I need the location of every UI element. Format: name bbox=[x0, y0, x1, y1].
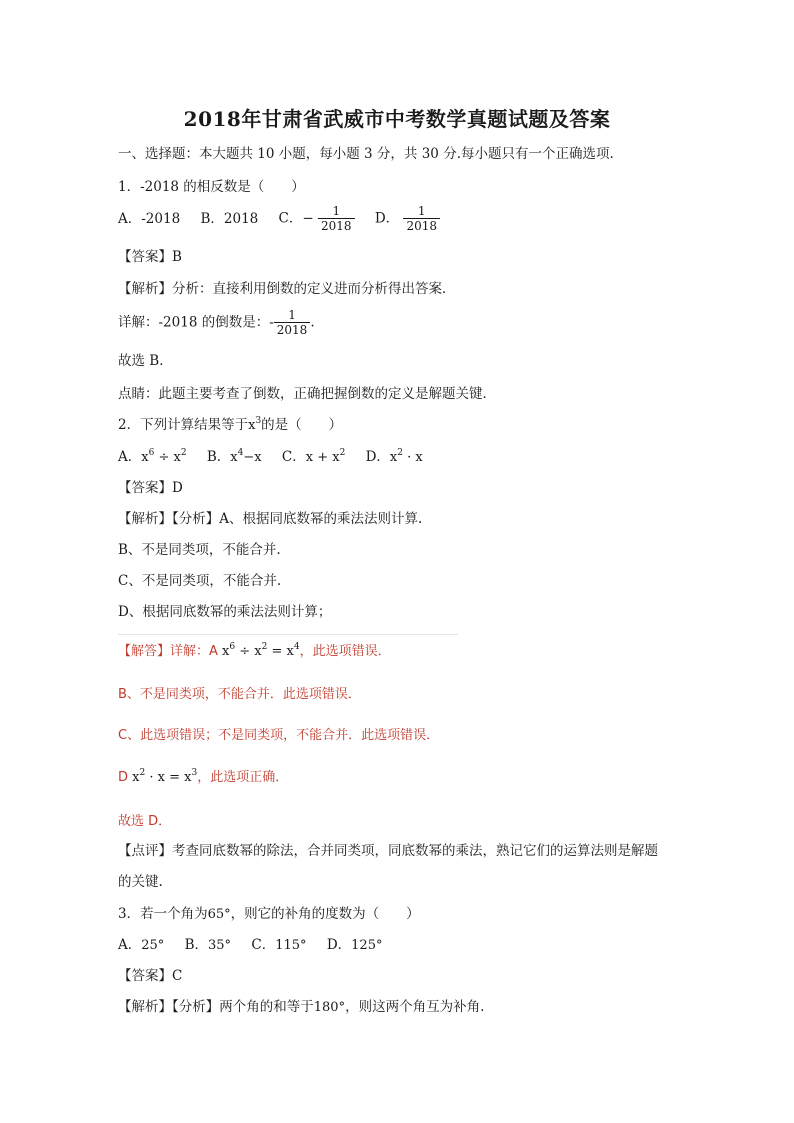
q2-comment-line2: 的关键. bbox=[118, 874, 163, 890]
page-title: 2018年甘肃省武威市中考数学真题试题及答案 bbox=[183, 107, 611, 131]
q2-stem-suffix: 的是（ ） bbox=[261, 417, 343, 433]
q1-option-c-label: C． bbox=[278, 210, 303, 227]
q2-solution-d-text: D bbox=[118, 770, 133, 785]
q2-option-d-math: $x^2 \cdot x$ bbox=[389, 448, 423, 465]
section-heading: 一、选择题：本大题共 10 小题，每小题 3 分，共 30 分.每小题只有一个正确选项. bbox=[118, 146, 614, 162]
q2-stem-text: 2．下列计算结果等于 bbox=[118, 417, 249, 433]
q2-line-d: D、根据同底数幂的乘法法则计算； bbox=[118, 604, 332, 620]
q2-solution-a-suffix: ，此选项错误． bbox=[299, 644, 391, 659]
q1-option-a: A．-2018 bbox=[118, 210, 181, 227]
q1-detail-period: . bbox=[310, 314, 315, 331]
q3-option-c bbox=[251, 936, 306, 955]
q2-option-d-label: D． bbox=[365, 449, 390, 465]
q3-option-d bbox=[327, 936, 383, 955]
q2-option-a-math: $x^6 \div x^2$ bbox=[141, 448, 187, 465]
solution-divider bbox=[118, 634, 458, 635]
q3-option-c-label: C． bbox=[251, 937, 276, 953]
q1-option-c-sign: − bbox=[302, 210, 314, 227]
fraction-denominator: 2018 bbox=[274, 322, 311, 338]
q2-solution-a-math: $x^6 \div x^2 = x^4$ bbox=[222, 642, 300, 659]
q1-option-d-fraction bbox=[403, 204, 440, 234]
fraction-numerator: 1 bbox=[417, 204, 426, 218]
q3-option-b bbox=[185, 936, 231, 955]
q1-option-c bbox=[279, 204, 355, 234]
fraction-numerator: 1 bbox=[332, 204, 341, 218]
q2-line-b: B、不是同类项，不能合并. bbox=[118, 542, 281, 558]
q1-comment: 点睛：此题主要考查了倒数，正确把握倒数的定义是解题关键． bbox=[118, 386, 496, 402]
q3-stem-suffix: ，则它的补角的度数为（ ） bbox=[230, 906, 420, 922]
q1-analysis: 【解析】分析：直接利用倒数的定义进而分析得出答案． bbox=[118, 281, 456, 297]
q2-option-d bbox=[366, 448, 423, 467]
q2-option-a bbox=[118, 448, 187, 467]
q3-stem bbox=[118, 905, 420, 924]
q2-solution-a bbox=[118, 640, 391, 659]
q3-option-c-value: 115° bbox=[275, 938, 307, 953]
q3-analysis-text: 【解析】【分析】两个角的和等于 bbox=[118, 999, 314, 1015]
q2-answer: 【答案】D bbox=[118, 480, 183, 496]
q2-option-c-math: $x + x^2$ bbox=[305, 448, 346, 465]
q3-option-d-label: D． bbox=[326, 937, 352, 953]
q3-analysis-suffix: ，则这两个角互为补角. bbox=[345, 999, 485, 1015]
q3-answer: 【答案】C bbox=[118, 968, 183, 984]
q2-solution-c: C、此选项错误；不是同类项，不能合并．此选项错误． bbox=[118, 728, 440, 743]
q2-comment-line1: 【点评】考查同底数幂的除法，合并同类项，同底数幂的乘法，熟记它们的运算法则是解题 bbox=[118, 843, 658, 859]
q2-option-c-label: C． bbox=[281, 449, 306, 465]
q1-detail-fraction bbox=[274, 308, 311, 338]
q2-option-b-label: B． bbox=[206, 449, 231, 465]
q3-option-a bbox=[118, 936, 164, 955]
q2-option-b-math: $x^4-x$ bbox=[230, 448, 262, 465]
q3-option-a-label: A． bbox=[118, 937, 142, 953]
q3-options bbox=[118, 936, 398, 955]
fraction-numerator: 1 bbox=[288, 308, 296, 322]
q2-analysis: 【解析】【分析】A、根据同底数幂的乘法法则计算. bbox=[118, 511, 423, 527]
q2-stem-math: $x^3$ bbox=[248, 416, 262, 433]
q1-choose: 故选 B． bbox=[118, 353, 173, 369]
q1-option-c-fraction bbox=[318, 204, 355, 234]
q1-answer: 【答案】B bbox=[118, 249, 182, 265]
fraction-denominator: 2018 bbox=[318, 218, 355, 234]
q3-analysis bbox=[118, 998, 484, 1017]
q2-choose: 故选 D． bbox=[118, 814, 172, 829]
q3-option-a-value: 25° bbox=[141, 938, 165, 953]
fraction-denominator: 2018 bbox=[403, 218, 440, 234]
q2-solution-a-text: 【解答】详解：A bbox=[118, 644, 223, 659]
q2-option-c bbox=[282, 448, 345, 467]
q2-solution-b: B、不是同类项，不能合并．此选项错误． bbox=[118, 687, 361, 702]
q1-option-b: B．2018 bbox=[200, 210, 259, 227]
q3-option-b-label: B． bbox=[184, 937, 209, 953]
q3-analysis-angle: 180° bbox=[313, 1000, 346, 1015]
q3-stem-angle: 65° bbox=[207, 907, 231, 922]
q2-option-a-label: A． bbox=[118, 449, 142, 465]
q2-solution-d bbox=[118, 766, 288, 785]
q1-option-d bbox=[375, 204, 440, 234]
q2-stem bbox=[118, 416, 342, 435]
q3-option-b-value: 35° bbox=[208, 938, 232, 953]
q1-detail-text: 详解：-2018 的倒数是：- bbox=[118, 314, 274, 331]
q3-option-d-value: 125° bbox=[351, 938, 383, 953]
q2-solution-d-suffix: ，此选项正确． bbox=[197, 770, 289, 785]
q2-line-c: C、不是同类项，不能合并. bbox=[118, 573, 282, 589]
q1-stem: 1．-2018 的相反数是（ ） bbox=[118, 179, 305, 195]
q1-detail bbox=[118, 308, 315, 338]
q2-option-b bbox=[207, 448, 262, 467]
q3-stem-text: 3．若一个角为 bbox=[118, 906, 208, 922]
q1-options bbox=[118, 204, 456, 234]
q1-option-d-label: D． bbox=[374, 210, 400, 227]
q2-solution-d-math: $x^2 \cdot x = x^3$ bbox=[132, 768, 198, 785]
q2-options bbox=[118, 448, 439, 467]
